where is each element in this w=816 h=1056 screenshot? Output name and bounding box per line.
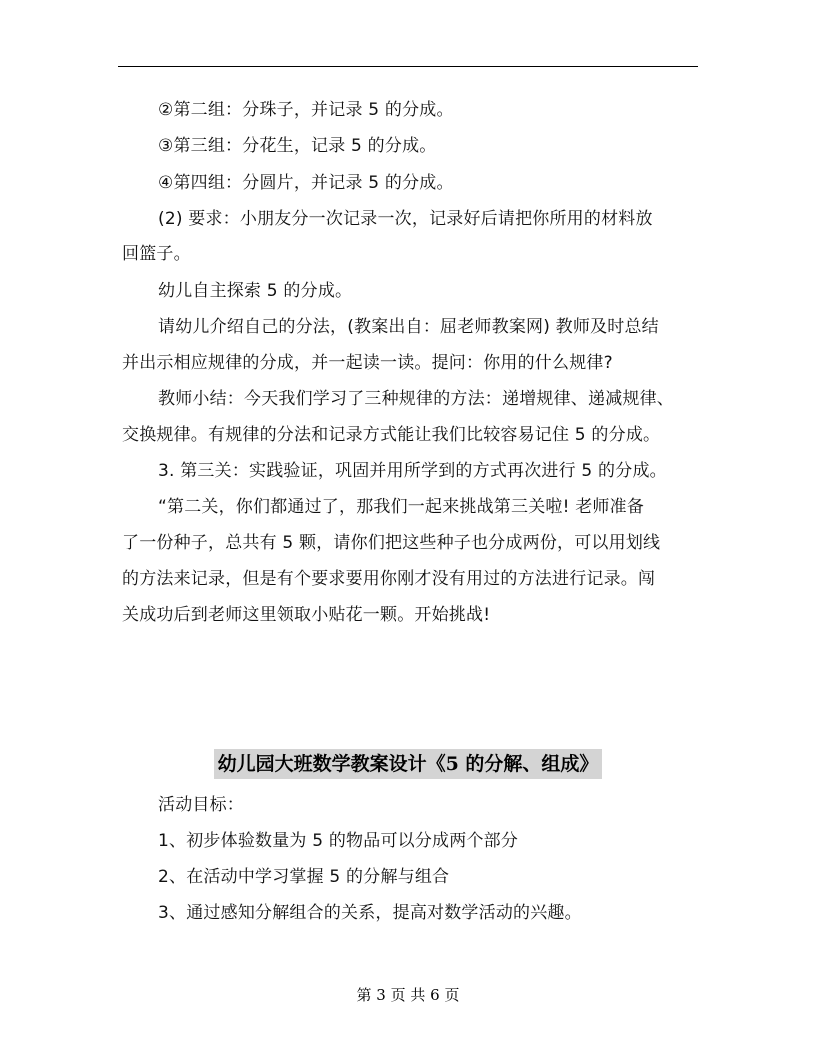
body-line-14: 的方法来记录，但是有个要求要用你刚才没有用过的方法进行记录。闯 bbox=[122, 569, 656, 589]
body-line-2: ③第三组：分花生，记录 5 的分成。 bbox=[158, 136, 437, 156]
page-number: 第 3 页 共 6 页 bbox=[356, 986, 460, 1004]
body-line-1: ②第二组：分珠子，并记录 5 的分成。 bbox=[158, 100, 454, 120]
body-line-3: ④第四组：分圆片，并记录 5 的分成。 bbox=[158, 173, 454, 193]
section-subtitle: 活动目标： bbox=[158, 795, 244, 815]
section-title-wrap bbox=[0, 749, 816, 779]
body-line-13: 了一份种子，总共有 5 颗，请你们把这些种子也分成两份，可以用划线 bbox=[122, 533, 661, 553]
body-line-15: 关成功后到老师这里领取小贴花一颗。开始挑战! bbox=[122, 605, 491, 625]
body-line-7: 请幼儿介绍自己的分法，(教案出自：屈老师教案网) 教师及时总结 bbox=[158, 317, 659, 337]
goal-item-2: 2、在活动中学习掌握 5 的分解与组合 bbox=[158, 867, 450, 887]
body-line-11: 3. 第三关：实践验证，巩固并用所学到的方式再次进行 5 的分成。 bbox=[158, 461, 667, 481]
body-line-8: 并出示相应规律的分成，并一起读一读。提问：你用的什么规律? bbox=[122, 353, 613, 373]
header-rule bbox=[118, 66, 698, 67]
body-line-12: “第二关，你们都通过了，那我们一起来挑战第三关啦! 老师准备 bbox=[158, 497, 645, 517]
goal-item-1: 1、初步体验数量为 5 的物品可以分成两个部分 bbox=[158, 831, 519, 851]
section-title: 幼儿园大班数学教案设计《5 的分解、组成》 bbox=[214, 749, 603, 779]
goal-item-3: 3、通过感知分解组合的关系，提高对数学活动的兴趣。 bbox=[158, 903, 582, 923]
body-line-10: 交换规律。有规律的分法和记录方式能让我们比较容易记住 5 的分成。 bbox=[122, 425, 661, 445]
body-line-4: (2) 要求：小朋友分一次记录一次，记录好后请把你所用的材料放 bbox=[158, 209, 653, 229]
body-line-5: 回篮子。 bbox=[122, 244, 191, 264]
body-line-6: 幼儿自主探索 5 的分成。 bbox=[158, 281, 353, 301]
body-line-9: 教师小结：今天我们学习了三种规律的方法：递增规律、递减规律、 bbox=[158, 389, 674, 409]
